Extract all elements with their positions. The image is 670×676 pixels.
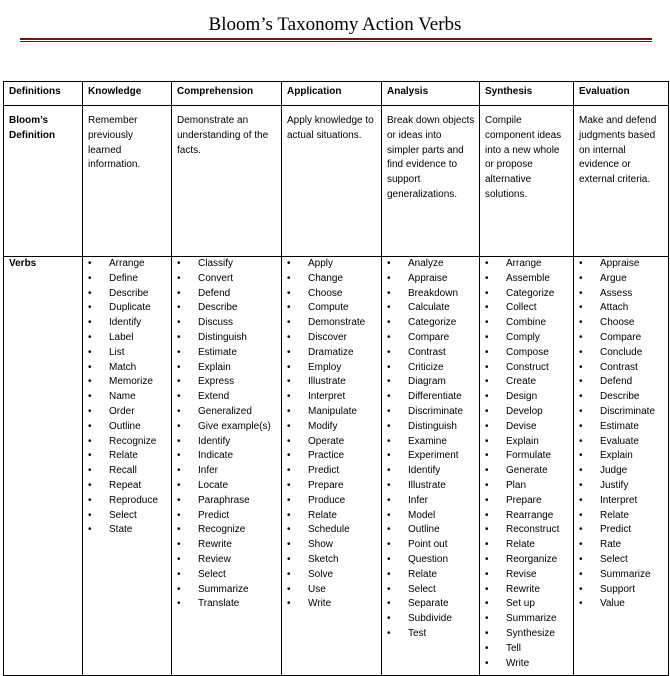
- verb-item: • Categorize: [387, 316, 475, 331]
- verb-item: • Criticize: [387, 361, 475, 376]
- verb-item: • Subdivide: [387, 612, 475, 627]
- verb-item: • Recognize: [177, 523, 277, 538]
- verb-item: • Describe: [177, 301, 277, 316]
- taxonomy-table: [3, 81, 669, 676]
- verb-item: • Change: [287, 272, 377, 287]
- verb-item: • Modify: [287, 420, 377, 435]
- title-underline-thin: [20, 41, 652, 42]
- verb-item: • Compare: [579, 331, 664, 346]
- verb-item: • Order: [88, 405, 167, 420]
- verb-item: • Practice: [287, 449, 377, 464]
- verb-item: • Summarize: [579, 568, 664, 583]
- verb-item: • Predict: [579, 523, 664, 538]
- verb-item: • Use: [287, 583, 377, 598]
- verb-item: • Apply: [287, 257, 377, 272]
- verb-item: • Rewrite: [485, 583, 569, 598]
- verb-item: • Name: [88, 390, 167, 405]
- verb-item: • Relate: [287, 509, 377, 524]
- verb-item: • Calculate: [387, 301, 475, 316]
- header-definitions: Definitions: [4, 82, 83, 106]
- header-synthesis: Synthesis: [480, 82, 574, 106]
- verb-item: • Employ: [287, 361, 377, 376]
- definition-evaluation: Make and defend judgments based on internal evidence or external criteria.: [574, 106, 669, 257]
- verb-item: • Identify: [387, 464, 475, 479]
- verb-item: • Locate: [177, 479, 277, 494]
- verb-item: • Select: [88, 509, 167, 524]
- verb-item: • Review: [177, 553, 277, 568]
- verb-item: • Extend: [177, 390, 277, 405]
- verb-item: • Rewrite: [177, 538, 277, 553]
- definition-row-label: Bloom’s Definition: [4, 106, 83, 257]
- verb-item: • Identify: [88, 316, 167, 331]
- verbs-knowledge: [83, 257, 172, 676]
- verb-item: • Repeat: [88, 479, 167, 494]
- verb-item: • Examine: [387, 435, 475, 450]
- verb-item: • Estimate: [177, 346, 277, 361]
- verb-item: • Relate: [387, 568, 475, 583]
- page-title: Bloom’s Taxonomy Action Verbs: [208, 14, 462, 35]
- verb-item: • Schedule: [287, 523, 377, 538]
- verb-item: • Conclude: [579, 346, 664, 361]
- header-evaluation: Evaluation: [574, 82, 669, 106]
- verb-item: • Generalized: [177, 405, 277, 420]
- verb-item: • Design: [485, 390, 569, 405]
- verb-item: • Attach: [579, 301, 664, 316]
- verb-item: • Distinguish: [177, 331, 277, 346]
- verbs-synthesis: [480, 257, 574, 676]
- verb-item: • Devise: [485, 420, 569, 435]
- verb-item: • Show: [287, 538, 377, 553]
- verb-item: • Outline: [88, 420, 167, 435]
- verb-item: • Experiment: [387, 449, 475, 464]
- verb-item: • Classify: [177, 257, 277, 272]
- verb-item: • Comply: [485, 331, 569, 346]
- verb-item: • Discuss: [177, 316, 277, 331]
- verb-item: • Synthesize: [485, 627, 569, 642]
- verb-item: • Predict: [287, 464, 377, 479]
- verb-item: • Dramatize: [287, 346, 377, 361]
- definition-application: Apply knowledge to actual situations.: [282, 106, 382, 257]
- verb-item: • Prepare: [485, 494, 569, 509]
- verb-item: • Compare: [387, 331, 475, 346]
- verb-item: • Manipulate: [287, 405, 377, 420]
- verb-item: • Rate: [579, 538, 664, 553]
- verb-item: • Set up: [485, 597, 569, 612]
- header-row: [4, 82, 669, 106]
- verb-item: • Plan: [485, 479, 569, 494]
- verb-item: • Choose: [287, 287, 377, 302]
- verb-item: • Categorize: [485, 287, 569, 302]
- verb-item: • Reconstruct: [485, 523, 569, 538]
- verb-item: • Combine: [485, 316, 569, 331]
- verb-item: • Match: [88, 361, 167, 376]
- verb-item: • Distinguish: [387, 420, 475, 435]
- verb-item: • Analyze: [387, 257, 475, 272]
- verb-item: • Discover: [287, 331, 377, 346]
- verb-item: • Value: [579, 597, 664, 612]
- verbs-comprehension: [172, 257, 282, 676]
- header-application: Application: [282, 82, 382, 106]
- verb-item: • Summarize: [485, 612, 569, 627]
- verb-item: • Separate: [387, 597, 475, 612]
- verb-list: [387, 257, 475, 642]
- verb-item: • Produce: [287, 494, 377, 509]
- verb-item: • Write: [485, 657, 569, 672]
- verb-item: • Arrange: [485, 257, 569, 272]
- verb-item: • Justify: [579, 479, 664, 494]
- verb-item: • Paraphrase: [177, 494, 277, 509]
- verb-item: • Summarize: [177, 583, 277, 598]
- verb-item: • Contrast: [579, 361, 664, 376]
- verb-item: • Formulate: [485, 449, 569, 464]
- verb-item: • Assemble: [485, 272, 569, 287]
- verb-item: • Assess: [579, 287, 664, 302]
- verb-item: • Collect: [485, 301, 569, 316]
- verb-item: • Develop: [485, 405, 569, 420]
- verb-item: • List: [88, 346, 167, 361]
- verb-item: • Contrast: [387, 346, 475, 361]
- verb-item: • Explain: [579, 449, 664, 464]
- verb-item: • Give example(s): [177, 420, 277, 435]
- verb-item: • Define: [88, 272, 167, 287]
- verb-item: • Infer: [387, 494, 475, 509]
- verb-item: • Solve: [287, 568, 377, 583]
- header-comprehension: Comprehension: [172, 82, 282, 106]
- verb-item: • Model: [387, 509, 475, 524]
- verb-item: • Express: [177, 375, 277, 390]
- verbs-row: [4, 257, 669, 676]
- verb-item: • Discriminate: [579, 405, 664, 420]
- verb-item: • Select: [387, 583, 475, 598]
- definition-row: [4, 106, 669, 257]
- verb-item: • Choose: [579, 316, 664, 331]
- verb-item: • Breakdown: [387, 287, 475, 302]
- verbs-row-label: Verbs: [4, 257, 83, 676]
- verb-item: • Rearrange: [485, 509, 569, 524]
- verb-item: • Reorganize: [485, 553, 569, 568]
- verb-item: • Interpret: [287, 390, 377, 405]
- verb-item: • Explain: [485, 435, 569, 450]
- verb-item: • Discriminate: [387, 405, 475, 420]
- verb-item: • Appraise: [387, 272, 475, 287]
- verb-item: • Select: [579, 553, 664, 568]
- verb-item: • Label: [88, 331, 167, 346]
- verbs-application: [282, 257, 382, 676]
- verb-item: • Infer: [177, 464, 277, 479]
- header-analysis: Analysis: [382, 82, 480, 106]
- verb-list: [485, 257, 569, 671]
- verb-item: • Create: [485, 375, 569, 390]
- verb-item: • Test: [387, 627, 475, 642]
- verb-item: • State: [88, 523, 167, 538]
- verb-item: • Convert: [177, 272, 277, 287]
- verb-item: • Generate: [485, 464, 569, 479]
- verb-item: • Question: [387, 553, 475, 568]
- verb-item: • Memorize: [88, 375, 167, 390]
- verb-item: • Estimate: [579, 420, 664, 435]
- verb-item: • Identify: [177, 435, 277, 450]
- verb-item: • Appraise: [579, 257, 664, 272]
- title-underline: [20, 38, 652, 40]
- verbs-analysis: [382, 257, 480, 676]
- verb-item: • Recall: [88, 464, 167, 479]
- verb-item: • Describe: [579, 390, 664, 405]
- verb-item: • Prepare: [287, 479, 377, 494]
- header-knowledge: Knowledge: [83, 82, 172, 106]
- verb-item: • Interpret: [579, 494, 664, 509]
- verb-item: • Judge: [579, 464, 664, 479]
- verb-item: • Construct: [485, 361, 569, 376]
- verb-item: • Diagram: [387, 375, 475, 390]
- definition-knowledge: Remember previously learned information.: [83, 106, 172, 257]
- verb-item: • Compose: [485, 346, 569, 361]
- verb-item: • Evaluate: [579, 435, 664, 450]
- verb-item: • Recognize: [88, 435, 167, 450]
- verb-item: • Relate: [485, 538, 569, 553]
- verb-list: [177, 257, 277, 612]
- verb-item: • Write: [287, 597, 377, 612]
- verb-list: [88, 257, 167, 538]
- verb-item: • Argue: [579, 272, 664, 287]
- verb-item: • Support: [579, 583, 664, 598]
- verb-item: • Describe: [88, 287, 167, 302]
- verb-item: • Duplicate: [88, 301, 167, 316]
- verb-item: • Illustrate: [387, 479, 475, 494]
- verb-item: • Defend: [579, 375, 664, 390]
- verb-item: • Relate: [88, 449, 167, 464]
- verb-item: • Point out: [387, 538, 475, 553]
- verb-item: • Reproduce: [88, 494, 167, 509]
- verb-item: • Illustrate: [287, 375, 377, 390]
- verb-item: • Indicate: [177, 449, 277, 464]
- verb-item: • Arrange: [88, 257, 167, 272]
- verb-list: [579, 257, 664, 612]
- verb-item: • Sketch: [287, 553, 377, 568]
- verb-item: • Differentiate: [387, 390, 475, 405]
- verb-item: • Explain: [177, 361, 277, 376]
- verb-item: • Relate: [579, 509, 664, 524]
- definition-comprehension: Demonstrate an understanding of the facts.: [172, 106, 282, 257]
- verbs-evaluation: [574, 257, 669, 676]
- verb-list: [287, 257, 377, 612]
- definition-analysis: Break down objects or ideas into simpler parts and find evidence to support generalizations.: [382, 106, 480, 257]
- verb-item: • Revise: [485, 568, 569, 583]
- verb-item: • Outline: [387, 523, 475, 538]
- definition-synthesis: Compile component ideas into a new whole or propose alternative solutions.: [480, 106, 574, 257]
- verb-item: • Compute: [287, 301, 377, 316]
- verb-item: • Tell: [485, 642, 569, 657]
- verb-item: • Select: [177, 568, 277, 583]
- verb-item: • Predict: [177, 509, 277, 524]
- verb-item: • Operate: [287, 435, 377, 450]
- verb-item: • Defend: [177, 287, 277, 302]
- verb-item: • Translate: [177, 597, 277, 612]
- verb-item: • Demonstrate: [287, 316, 377, 331]
